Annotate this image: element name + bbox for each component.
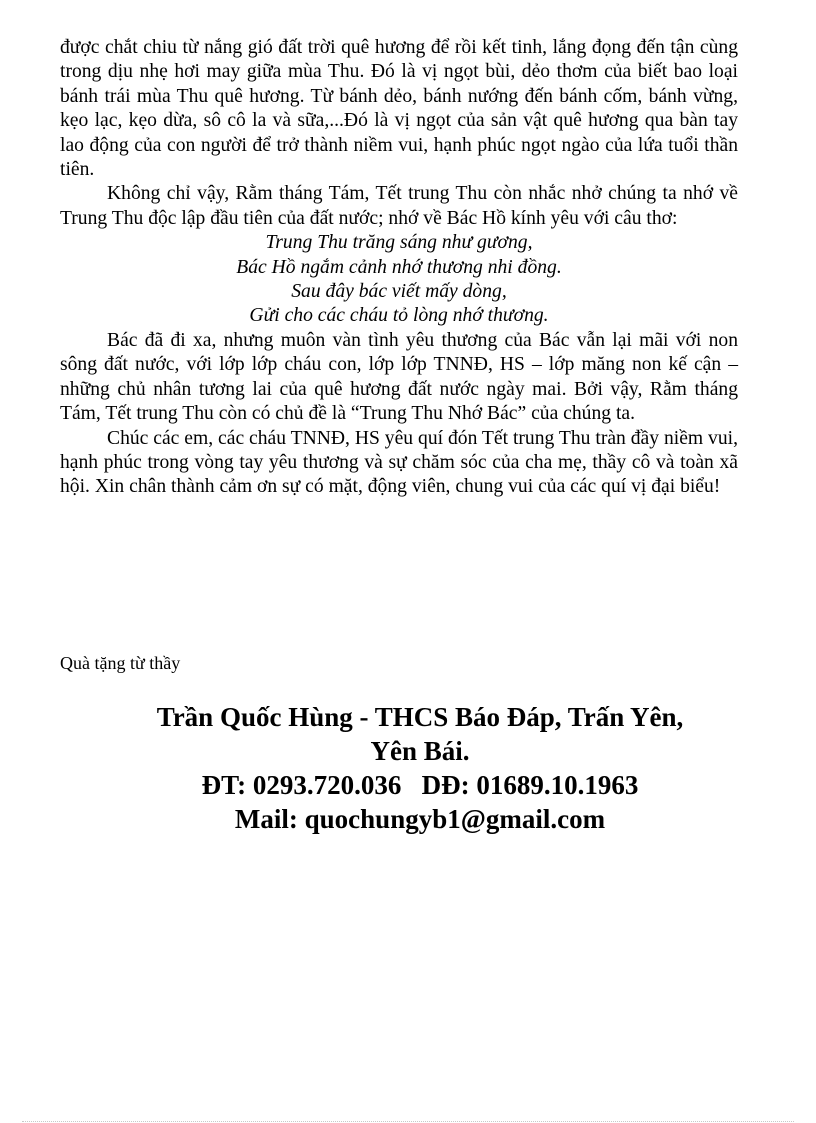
paragraph-wishes: Chúc các em, các cháu TNNĐ, HS yêu quí đón Tết trung Thu tràn đầy niềm vui, hạnh phúc trong vòng tay yêu thương và sự chăm sóc của cha mẹ, thầy cô và toàn xã hội. Xin chân thành cảm ơn sự có mặt, động viên, chung vui của các quí vị đại biểu! [60, 427, 738, 498]
poem-line-4: Gửi cho các cháu tỏ lòng nhớ thương. [249, 305, 549, 327]
poem-line-2: Bác Hồ ngắm cảnh nhớ thương nhi đồng. [236, 256, 562, 278]
signature-email: Mail: quochungyb1@gmail.com [234, 804, 606, 834]
page-bottom-divider [22, 1121, 794, 1122]
document-page [60, 36, 738, 500]
signature-location: Yên Bái. [370, 736, 470, 766]
signature-name-school: Trần Quốc Hùng - THCS Báo Đáp, Trấn Yên, [156, 702, 684, 732]
paragraph-remember-uncle-ho: Không chỉ vậy, Rằm tháng Tám, Tết trung Thu còn nhắc nhở chúng ta nhớ về Trung Thu độc lập đầu tiên của đất nước; nhớ về Bác Hồ kính yêu với câu thơ: [60, 183, 738, 229]
poem-line-3: Sau đây bác viết mấy dòng, [291, 281, 507, 303]
poem [60, 231, 738, 329]
paragraph-moon-cakes: được chắt chiu từ nắng gió đất trời quê hương để rồi kết tinh, lắng đọng đến tận cùng trong dịu nhẹ hơi may giữa mùa Thu. Đó là vị ngọt bùi, dẻo thơm của biết bao loại bánh trái mùa Thu quê hương. Từ bánh dẻo, bánh nướng đến bánh cốm, bánh vừng, kẹo lạc, kẹo dừa, sô cô la và sữa,...Đó là vị ngọt của sản vật quê hương qua bàn tay lao động của con người để trở thành niềm vui, hạnh phúc ngọt ngào của lứa tuổi thần tiên. [60, 37, 738, 181]
paragraph-legacy: Bác đã đi xa, nhưng muôn vàn tình yêu thương của Bác vẫn lại mãi với non sông đất nước, với lớp lớp cháu con, lớp lớp TNNĐ, HS – lớp măng non kế cận – những chủ nhân tương lai của quê hương đất nước ngày mai. Bởi vậy, Rằm tháng Tám, Tết trung Thu còn có chủ đề là “Trung Thu Nhớ Bác” của chúng ta. [60, 329, 738, 425]
author-signature [60, 700, 780, 836]
signature-phone: ĐT: 0293.720.036 DĐ: 01689.10.1963 [201, 770, 639, 800]
poem-line-1: Trung Thu trăng sáng như gương, [265, 232, 533, 254]
gift-label: Quà tặng từ thầy [60, 653, 181, 673]
